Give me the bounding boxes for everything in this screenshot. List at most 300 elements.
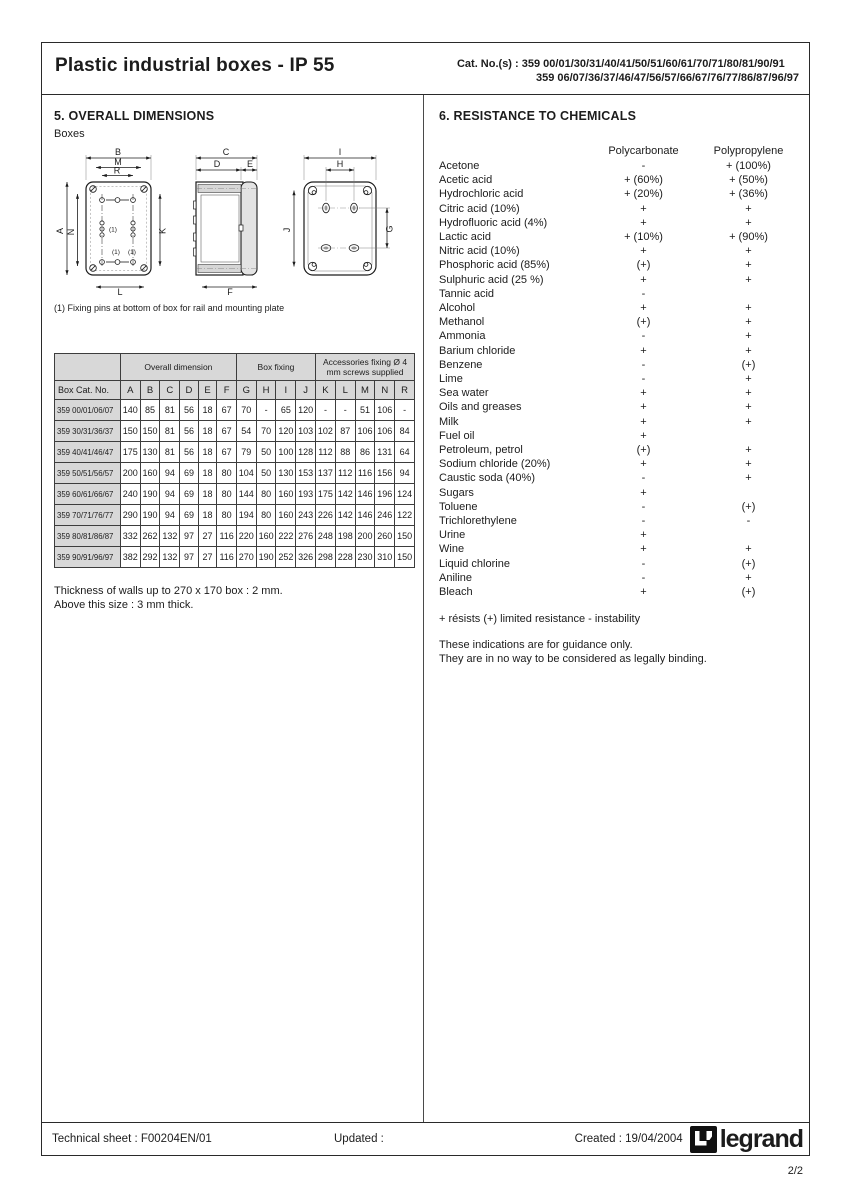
chemical-name: Caustic soda (40%) [439, 472, 535, 485]
dimension-value: 97 [180, 547, 199, 568]
dim-label-K: K [157, 227, 168, 235]
page-footer [42, 1122, 809, 1155]
table-column-header: N [375, 381, 395, 400]
table-group-header: Box fixing [236, 354, 315, 381]
polycarbonate-value: + (10%) [624, 231, 663, 244]
polycarbonate-value: + [640, 543, 647, 556]
dimension-value: 142 [335, 505, 355, 526]
legrand-logo-icon [690, 1126, 717, 1153]
dimension-value: 94 [160, 484, 180, 505]
dimension-value: 80 [217, 463, 237, 484]
note1-label: (1) [109, 226, 117, 234]
polycarbonate-value: + [640, 415, 647, 428]
polycarbonate-value: + [640, 429, 647, 442]
dimension-value: 310 [375, 547, 395, 568]
table-group-header: Accessories fixing Ø 4 mm screws supplied [316, 354, 415, 381]
polypropylene-value: + [745, 472, 752, 485]
chemical-name: Trichlorethylene [439, 515, 517, 528]
side-view-box [196, 182, 243, 275]
dimension-value: 97 [180, 526, 199, 547]
dim-label-A: A [55, 227, 65, 235]
chemical-name: Petroleum, petrol [439, 444, 523, 457]
table-row [55, 442, 415, 463]
table-column-header: J [296, 381, 316, 400]
polypropylene-value: + [745, 259, 752, 272]
chemical-name: Liquid chlorine [439, 557, 510, 570]
chemical-name: Phosphoric acid (85%) [439, 259, 550, 272]
chemical-row [439, 301, 801, 315]
chemical-name: Hydrofluoric acid (4%) [439, 216, 548, 229]
dimension-value: 153 [296, 463, 316, 484]
polypropylene-value: + [745, 202, 752, 215]
table-group-header: Overall dimension [120, 354, 236, 381]
dimension-value: 112 [335, 463, 355, 484]
dimension-value: 276 [296, 526, 316, 547]
updated-label: Updated : [334, 1133, 384, 1145]
dimension-value: 298 [316, 547, 336, 568]
polypropylene-value: + [745, 273, 752, 286]
table-row [55, 505, 415, 526]
polypropylene-value: (+) [741, 358, 756, 371]
table-column-header: G [236, 381, 256, 400]
dimension-value: 87 [335, 421, 355, 442]
dimension-value: 94 [160, 463, 180, 484]
dimension-value: 81 [160, 400, 180, 421]
catalog-line2: 359 06/07/36/37/46/47/56/57/66/67/76/77/86/87/96/97 [535, 72, 799, 84]
dimension-value: 196 [375, 484, 395, 505]
dimension-value: - [256, 400, 276, 421]
polycarbonate-value: + (20%) [624, 188, 663, 201]
table-row [55, 484, 415, 505]
polypropylene-value: (+) [741, 500, 756, 513]
dimension-value: 18 [198, 505, 217, 526]
chemical-name: Citric acid (10%) [439, 202, 520, 215]
dimension-value: 112 [316, 442, 336, 463]
box-cat-no: 359 50/51/56/57 [55, 463, 121, 484]
polypropylene-value: (+) [741, 557, 756, 570]
dimension-value: 88 [335, 442, 355, 463]
chemical-row [439, 400, 801, 414]
dimension-value: 198 [335, 526, 355, 547]
box-cat-no: 359 30/31/36/37 [55, 421, 121, 442]
dimension-value: 160 [276, 484, 296, 505]
chemical-row [439, 585, 801, 599]
dimension-value: 67 [217, 400, 237, 421]
box-cat-no: 359 80/81/86/87 [55, 526, 121, 547]
dimension-value: 69 [180, 484, 199, 505]
chemical-name: Tannic acid [439, 287, 495, 300]
chemical-row [439, 386, 801, 400]
polycarbonate-value: - [641, 358, 646, 371]
table-group-header [55, 354, 121, 381]
page-title: Plastic industrial boxes - IP 55 [55, 55, 335, 76]
chemicals-table [439, 145, 801, 599]
column-polypropylene: Polypropylene [713, 145, 784, 157]
dimension-value: 144 [236, 484, 256, 505]
chemical-name: Sea water [439, 387, 489, 400]
dimension-value: 106 [375, 400, 395, 421]
chemical-row [439, 173, 801, 187]
polypropylene-value: + [745, 373, 752, 386]
chemical-row [439, 486, 801, 500]
guidance-note-2: They are in no way to be considered as legally binding. [439, 652, 707, 665]
chemical-name: Sugars [439, 486, 474, 499]
chemical-name: Barium chloride [439, 344, 516, 357]
dimension-value: 54 [236, 421, 256, 442]
table-column-header: K [316, 381, 336, 400]
dimension-value: 104 [236, 463, 256, 484]
dimension-value: 85 [140, 400, 160, 421]
legrand-logo-text: legrand [719, 1124, 803, 1153]
chemical-name: Benzene [439, 358, 483, 371]
box-cat-no: 359 70/71/76/77 [55, 505, 121, 526]
chemical-row [439, 457, 801, 471]
dimension-value: 86 [355, 442, 375, 463]
chemical-name: Acetic acid [439, 174, 493, 187]
back-view-box [304, 182, 376, 275]
polypropylene-value [696, 528, 801, 542]
dimension-value: 18 [198, 442, 217, 463]
polypropylene-value: + [745, 316, 752, 329]
polycarbonate-value: + [640, 302, 647, 315]
dimension-value: 116 [217, 547, 237, 568]
created-date: Created : 19/04/2004 [574, 1133, 683, 1145]
dimension-value: 150 [395, 547, 415, 568]
polypropylene-value: + (50%) [729, 174, 768, 187]
dimension-value: 51 [355, 400, 375, 421]
table-row [55, 421, 415, 442]
chemical-name: Nitric acid (10%) [439, 245, 520, 258]
dimension-value: 200 [120, 463, 140, 484]
dim-label-N: N [66, 228, 76, 236]
polypropylene-value: + [745, 415, 752, 428]
chemical-name: Bleach [439, 586, 473, 599]
dimension-value: 156 [375, 463, 395, 484]
dimension-value: 103 [296, 421, 316, 442]
dimension-value: 50 [256, 442, 276, 463]
polypropylene-value: + (90%) [729, 231, 768, 244]
table-row [55, 463, 415, 484]
box-cat-no: 359 60/61/66/67 [55, 484, 121, 505]
table-column-header: H [256, 381, 276, 400]
dimension-value: 150 [140, 421, 160, 442]
dimension-value: 132 [160, 547, 180, 568]
table-column-header: C [160, 381, 180, 400]
chemical-row [439, 372, 801, 386]
chemicals-heading: 6. RESISTANCE TO CHEMICALS [439, 109, 637, 123]
dimension-value: 130 [276, 463, 296, 484]
dimension-value: 67 [217, 442, 237, 463]
diagram-footnote: (1) Fixing pins at bottom of box for rail and mounting plate [54, 303, 285, 313]
chemical-row [439, 315, 801, 329]
dimension-value: 120 [276, 421, 296, 442]
box-cat-no: 359 90/91/96/97 [55, 547, 121, 568]
dim-label-C: C [222, 147, 230, 157]
dimension-value: 80 [256, 505, 276, 526]
dimension-value: 18 [198, 400, 217, 421]
dimension-value: 190 [140, 505, 160, 526]
polycarbonate-value: + [640, 529, 647, 542]
dimension-value: 131 [375, 442, 395, 463]
dimension-value: - [335, 400, 355, 421]
polycarbonate-value: + [640, 586, 647, 599]
polypropylene-value: - [746, 515, 751, 528]
catalog-numbers [457, 55, 799, 85]
dimension-value: 69 [180, 505, 199, 526]
chemical-row [439, 571, 801, 585]
chemical-name: Acetone [439, 160, 480, 172]
dimension-value: 175 [120, 442, 140, 463]
resistance-legend: + résists (+) limited resistance - instability [439, 613, 641, 626]
dimension-value: 116 [217, 526, 237, 547]
dimension-value: 193 [296, 484, 316, 505]
polypropylene-value: + [745, 458, 752, 471]
chemical-name: Oils and greases [439, 401, 522, 414]
dimension-value: 175 [316, 484, 336, 505]
polypropylene-value: + [745, 571, 752, 584]
polycarbonate-value: - [641, 330, 646, 343]
chemical-row [439, 542, 801, 556]
polypropylene-value [696, 486, 801, 500]
polycarbonate-value: - [641, 287, 646, 300]
table-column-header: M [355, 381, 375, 400]
chemical-name: Hydrochloric acid [439, 188, 524, 201]
polycarbonate-value: + [640, 344, 647, 357]
dimension-value: 27 [198, 547, 217, 568]
dimension-value: 326 [296, 547, 316, 568]
dimension-value: 140 [120, 400, 140, 421]
dimension-value: 137 [316, 463, 336, 484]
polypropylene-value: + (100%) [726, 160, 771, 172]
polycarbonate-value: - [641, 515, 646, 528]
dimension-value: 67 [217, 421, 237, 442]
chemicals-header-row [439, 145, 801, 157]
box-dimensions-diagram [54, 144, 414, 296]
dimension-value: 128 [296, 442, 316, 463]
dimension-value: 146 [355, 505, 375, 526]
chemical-row [439, 443, 801, 457]
chemical-row [439, 202, 801, 216]
front-view-box [86, 182, 151, 275]
dimension-value: 56 [180, 421, 199, 442]
dimension-value: 190 [140, 484, 160, 505]
chemicals-rows [439, 159, 801, 599]
dim-label-B: B [114, 147, 122, 157]
dimension-value: 248 [316, 526, 336, 547]
dim-label-I: I [338, 147, 342, 157]
polycarbonate-value: - [641, 373, 646, 386]
polycarbonate-value: (+) [636, 316, 651, 329]
dimension-value: 226 [316, 505, 336, 526]
chemical-row [439, 471, 801, 485]
dimension-value: 65 [276, 400, 296, 421]
chemical-row [439, 415, 801, 429]
dimension-value: 290 [120, 505, 140, 526]
dimension-value: 332 [120, 526, 140, 547]
dimension-value: 79 [236, 442, 256, 463]
polypropylene-value: + [745, 216, 752, 229]
column-polycarbonate: Polycarbonate [608, 145, 679, 157]
dim-label-M: M [114, 157, 122, 167]
chemical-row [439, 216, 801, 230]
polycarbonate-value: + [640, 216, 647, 229]
chemical-name: Aniline [439, 571, 473, 584]
polycarbonate-value: + [640, 387, 647, 400]
dimension-value: 146 [355, 484, 375, 505]
guidance-note-1: These indications are for guidance only. [439, 639, 633, 652]
dimension-value: 80 [256, 484, 276, 505]
dimension-value: 150 [120, 421, 140, 442]
dimension-value: 160 [276, 505, 296, 526]
dimension-value: 228 [335, 547, 355, 568]
polypropylene-value: + (36%) [729, 188, 768, 201]
chemical-row [439, 358, 801, 372]
dimension-value: 160 [140, 463, 160, 484]
polypropylene-value: + [745, 344, 752, 357]
dimensions-subheading: Boxes [54, 128, 85, 140]
dimension-value: 150 [395, 526, 415, 547]
page-number: 2/2 [787, 1165, 803, 1177]
chemical-name: Alcohol [439, 302, 476, 315]
dimension-value: 124 [395, 484, 415, 505]
polycarbonate-value: + (60%) [624, 174, 663, 187]
dimension-value: 106 [375, 421, 395, 442]
dim-label-L: L [117, 287, 123, 296]
dimensions-table [54, 353, 415, 568]
table-column-header: R [395, 381, 415, 400]
dim-label-E: E [246, 159, 254, 169]
polypropylene-value: + [745, 444, 752, 457]
dimension-value: 240 [120, 484, 140, 505]
chemical-name: Ammonia [439, 330, 486, 343]
table-column-header: L [335, 381, 355, 400]
dimension-value: - [316, 400, 336, 421]
dimension-value: 220 [236, 526, 256, 547]
polypropylene-value: + [745, 543, 752, 556]
chemical-name: Lactic acid [439, 231, 491, 244]
dimension-value: 56 [180, 442, 199, 463]
chemical-name: Fuel oil [439, 429, 475, 442]
polypropylene-value: + [745, 387, 752, 400]
table-row [55, 547, 415, 568]
dimension-value: 142 [335, 484, 355, 505]
polycarbonate-value: - [641, 472, 646, 485]
chemical-row [439, 273, 801, 287]
chemicals-section [423, 95, 809, 1122]
dimension-value: 102 [316, 421, 336, 442]
chemical-name: Sodium chloride (20%) [439, 458, 551, 471]
polypropylene-value: + [745, 330, 752, 343]
dimension-value: 130 [140, 442, 160, 463]
chemical-name: Methanol [439, 316, 485, 329]
polycarbonate-value: + [640, 245, 647, 258]
dimension-value: 27 [198, 526, 217, 547]
dimension-value: 106 [355, 421, 375, 442]
dimension-value: 132 [160, 526, 180, 547]
dimension-value: 70 [256, 421, 276, 442]
chemical-row [439, 287, 801, 301]
dimension-value: 160 [256, 526, 276, 547]
table-row [55, 400, 415, 421]
catalog-line1: 359 00/01/30/31/40/41/50/51/60/61/70/71/80/81/90/91 [521, 58, 785, 70]
chemical-row [439, 514, 801, 528]
catalog-label: Cat. No.(s) : [456, 58, 519, 70]
table-column-header: I [276, 381, 296, 400]
chemical-row [439, 329, 801, 343]
dimensions-section [42, 95, 423, 1122]
dimension-value: 18 [198, 421, 217, 442]
dimension-value: 222 [276, 526, 296, 547]
dimension-value: 56 [180, 400, 199, 421]
dimension-value: 292 [140, 547, 160, 568]
table-column-header: F [217, 381, 237, 400]
dimension-value: 70 [236, 400, 256, 421]
dimension-value: 262 [140, 526, 160, 547]
polypropylene-value: + [745, 401, 752, 414]
dimension-value: 194 [236, 505, 256, 526]
polypropylene-value [696, 429, 801, 443]
chemical-row [439, 500, 801, 514]
dim-label-G: G [384, 225, 395, 233]
dimension-value: 243 [296, 505, 316, 526]
table-column-header: E [198, 381, 217, 400]
table-column-header: B [140, 381, 160, 400]
dimensions-heading: 5. OVERALL DIMENSIONS [54, 109, 215, 123]
dim-label-J: J [282, 227, 292, 233]
dimension-value: 50 [256, 463, 276, 484]
page-frame [41, 42, 810, 1156]
chemical-name: Toluene [439, 500, 478, 513]
dimension-value: 94 [160, 505, 180, 526]
dimension-value: 18 [198, 463, 217, 484]
chemical-name: Sulphuric acid (25 %) [439, 273, 544, 286]
table-column-header: Box Cat. No. [55, 381, 121, 400]
dimension-value: 69 [180, 463, 199, 484]
polycarbonate-value: + [640, 273, 647, 286]
dim-label-F: F [227, 287, 233, 296]
polypropylene-value: (+) [741, 586, 756, 599]
dimension-value: 230 [355, 547, 375, 568]
chemical-name: Lime [439, 373, 463, 386]
polycarbonate-value: + [640, 202, 647, 215]
dimension-value: 18 [198, 484, 217, 505]
dimension-value: 80 [217, 484, 237, 505]
polycarbonate-value: - [641, 500, 646, 513]
chemical-row [439, 159, 801, 173]
chemical-name: Milk [439, 415, 459, 428]
thickness-note-2: Above this size : 3 mm thick. [54, 599, 194, 611]
dimension-value: 84 [395, 421, 415, 442]
dim-label-R: R [113, 165, 121, 176]
dimension-value: 190 [256, 547, 276, 568]
table-column-header: D [180, 381, 199, 400]
polycarbonate-value: - [641, 571, 646, 584]
chemical-row [439, 429, 801, 443]
polypropylene-value: + [745, 245, 752, 258]
dim-label-H: H [336, 159, 344, 169]
polycarbonate-value: - [641, 160, 646, 172]
dimension-value: 260 [375, 526, 395, 547]
dimension-value: 120 [296, 400, 316, 421]
box-cat-no: 359 40/41/46/47 [55, 442, 121, 463]
chemical-row [439, 557, 801, 571]
chemical-row [439, 230, 801, 244]
dimension-value: 116 [355, 463, 375, 484]
dimension-value: 382 [120, 547, 140, 568]
dimension-value: 81 [160, 442, 180, 463]
table-column-header: A [120, 381, 140, 400]
main-content [42, 95, 809, 1122]
